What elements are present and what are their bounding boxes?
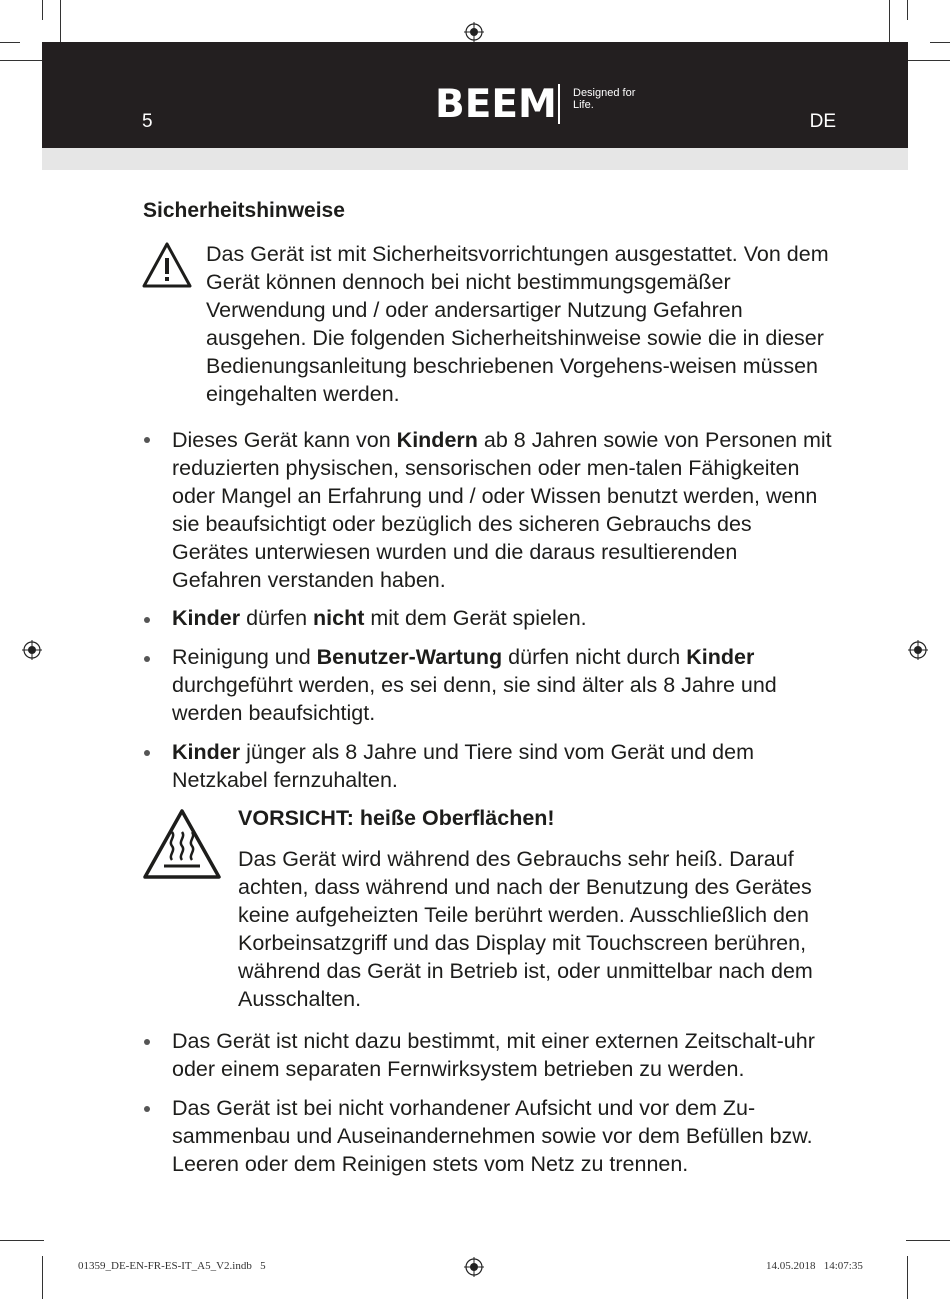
crop-mark (0, 42, 20, 43)
crop-mark (60, 0, 61, 44)
footer-timestamp: 14.05.2018 14:07:35 (766, 1260, 863, 1272)
hot-warning-title: VORSICHT: heiße Oberflächen! (238, 806, 555, 830)
registration-mark-icon (22, 640, 42, 660)
crop-mark (889, 0, 890, 44)
header-strip (42, 148, 908, 170)
intro-warning-text: Das Gerät ist mit Sicherheitsvorrichtungen ausgestattet. Von dem Gerät können dennoch bei nicht bestimmungsgemäßer Verwendung und / oder andersartiger Nutzung Gefahren ausgehen. Die folgenden Sicherheitshinweise sowie die in dieser Bedienungsanleitung beschriebenen Vorgehens-weisen müssen eingehalten werden. (206, 242, 829, 406)
list-item: Das Gerät ist bei nicht vorhandener Aufsicht und vor dem Zu-sammenbau und Auseinandernehmen sowie vor dem Befüllen bzw. Leeren oder dem Reinigen stets vom Netz zu trennen. (172, 1096, 813, 1176)
logo-divider (558, 84, 560, 124)
list-item: Reinigung und Benutzer-Wartung dürfen nicht durch Kinder durchgeführt werden, es sei denn, sie sind älter als 8 Jahre und werden beaufsichtigt. (172, 645, 777, 725)
bullet-dot (144, 617, 150, 623)
registration-mark-icon (464, 1257, 484, 1277)
brand-logo: BEEM (435, 82, 557, 127)
crop-mark (907, 1256, 908, 1299)
hot-surface-warning-icon (142, 808, 222, 880)
bullet-dot (144, 750, 150, 756)
language-code: DE (809, 111, 836, 132)
registration-mark-icon (908, 640, 928, 660)
list-item: Das Gerät ist nicht dazu bestimmt, mit einer externen Zeitschalt-uhr oder einem separaten Fernwirksystem betrieben zu werden. (172, 1029, 815, 1081)
footer-file-info: 01359_DE-EN-FR-ES-IT_A5_V2.indb 5 (78, 1260, 266, 1272)
brand-tagline: Designed for Life. (573, 87, 636, 111)
section-title: Sicherheitshinweise (143, 199, 345, 222)
bullet-dot (144, 437, 150, 443)
crop-mark (42, 1256, 43, 1299)
page-header (42, 42, 908, 148)
crop-mark (0, 1240, 44, 1241)
bullet-dot (144, 656, 150, 662)
hot-warning-text: Das Gerät wird während des Gebrauchs sehr heiß. Darauf achten, dass während und nach der Benutzung des Gerätes keine aufgeheizten Teile berührt werden. Ausschließlich den Korbeinsatzgriff und das Display mit Touchscreen berühren, während das Gerät in Betrieb ist, oder unmittelbar nach dem Ausschalten. (238, 847, 813, 1011)
crop-mark (0, 60, 44, 61)
list-item: Kinder dürfen nicht mit dem Gerät spielen. (172, 606, 587, 630)
crop-mark (906, 60, 950, 61)
warning-triangle-icon (141, 241, 193, 289)
bullet-dot (144, 1106, 150, 1112)
page-number: 5 (142, 111, 153, 132)
crop-mark (42, 0, 43, 20)
crop-mark (907, 0, 908, 20)
registration-mark-icon (464, 22, 484, 42)
crop-mark (906, 1240, 950, 1241)
bullet-dot (144, 1039, 150, 1045)
list-item: Kinder jünger als 8 Jahre und Tiere sind vom Gerät und dem Netzkabel fernzuhalten. (172, 740, 754, 792)
crop-mark (930, 42, 950, 43)
list-item: Dieses Gerät kann von Kindern ab 8 Jahren sowie von Personen mit reduzierten physischen, sensorischen oder men-talen Fähigkeiten oder Mangel an Erfahrung und / oder Wissen benutzt werden, wenn sie beaufsichtigt oder bezüglich des sicheren Gebrauchs des Gerätes unterwiesen wurden und die daraus resultierenden Gefahren verstanden haben. (172, 428, 832, 592)
